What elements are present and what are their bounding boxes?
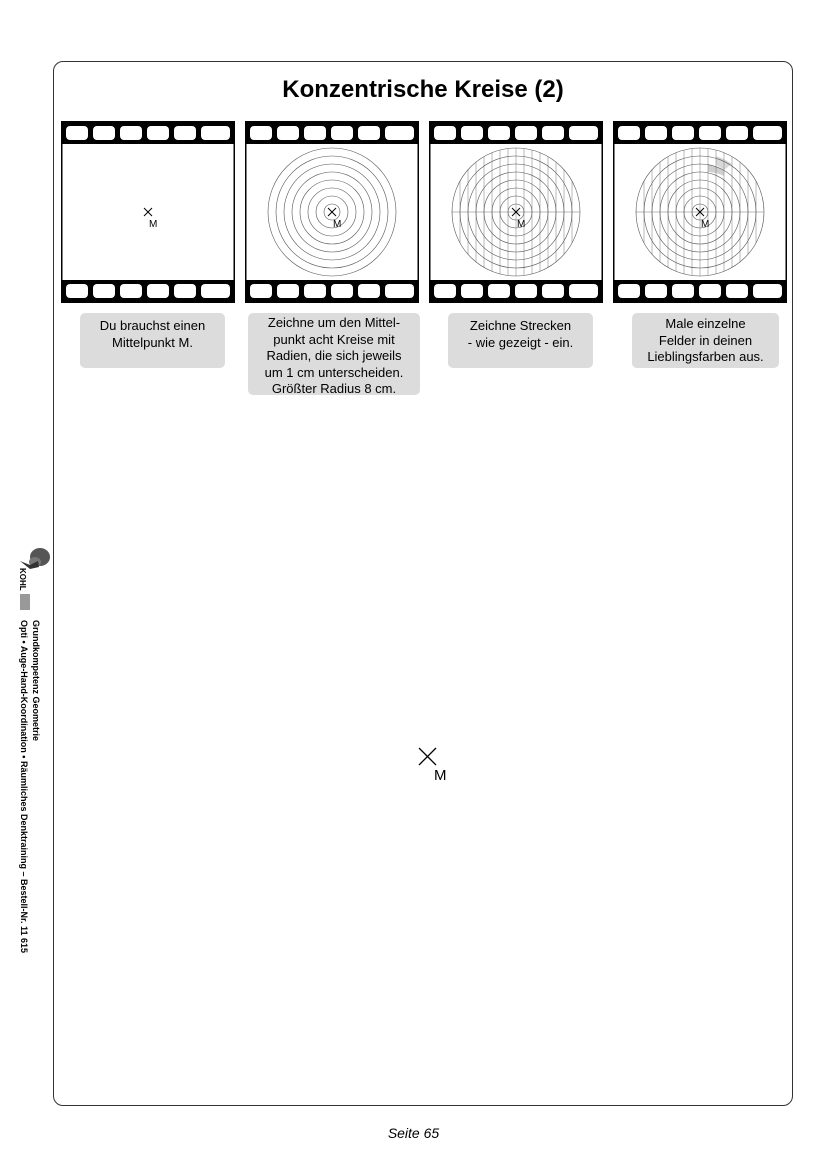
film-panel-lines	[429, 121, 603, 303]
film-strip-1	[61, 121, 235, 303]
film-strip-4	[613, 121, 787, 303]
center-point-label: M	[434, 767, 447, 784]
panel-m-label: M	[333, 219, 342, 230]
caption-step-2	[248, 313, 420, 395]
page-number: Seite 65	[387, 1125, 440, 1141]
page-title: Konzentrische Kreise (2)	[282, 76, 564, 103]
publisher-name: KOHL	[18, 568, 27, 591]
publisher-logo-icon	[20, 594, 30, 610]
film-strip-3	[429, 121, 603, 303]
caption-line: Radien, die sich jeweils	[266, 348, 402, 363]
caption-line: um 1 cm unterscheiden.	[264, 364, 404, 380]
film-panel-colored	[613, 121, 787, 303]
panel-m-label: M	[701, 219, 710, 230]
panel-m-label: M	[149, 219, 158, 230]
caption-line: Zeichne um den Mittel-	[267, 315, 401, 330]
film-panel-center-point	[61, 121, 235, 303]
caption-line: - wie gezeigt - ein.	[467, 334, 574, 350]
caption-line: Zeichne Strecken	[469, 318, 572, 333]
caption-line: Mittelpunkt M.	[112, 334, 193, 350]
center-cross-icon	[417, 746, 439, 768]
caption-line: Felder in deinen	[658, 332, 753, 348]
film-panel-circles	[245, 121, 419, 303]
caption-line: Lieblingsfarben aus.	[647, 349, 764, 364]
caption-line: Male einzelne	[665, 316, 746, 331]
caption-step-3	[448, 313, 593, 368]
series-subtitle: Opti • Auge-Hand-Koordination • Räumliches Denktraining – Bestell-Nr. 11 615	[19, 620, 29, 954]
caption-line: Du brauchst einen	[99, 318, 206, 333]
caption-step-1	[80, 313, 225, 368]
panel-m-label: M	[517, 219, 526, 230]
caption-line: punkt acht Kreise mit	[273, 331, 395, 347]
film-strip-2	[245, 121, 419, 303]
series-title: Grundkompetenz Geometrie	[31, 620, 41, 742]
caption-line: Größter Radius 8 cm.	[271, 381, 397, 396]
caption-step-4	[632, 313, 779, 368]
